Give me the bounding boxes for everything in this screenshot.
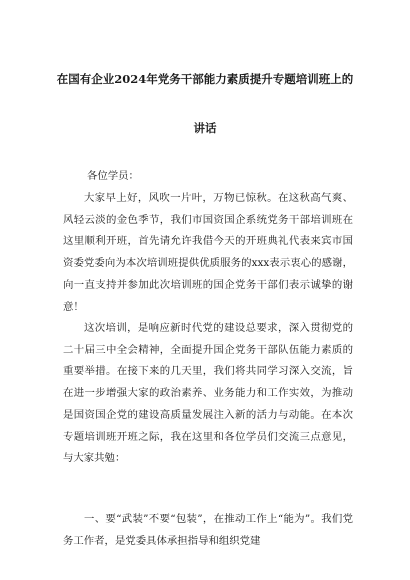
paragraph-2: 这次培训，是响应新时代党的建设总要求，深入贯彻党的二十届三中全会精神，全面提升国企党务干部队伍能力素质的重要举措。在接下来的几天里，我们将共同学习深入交流，旨在进一步增强大家的政治素养、业务能力和工作实效，为推动是国资国企党的建设高质量发展注入新的活力与动能。在本次专题培训班开班之际，我在这里和各位学员们交流三点意见，与大家共勉： [63, 322, 353, 465]
document-title-line-2: 讲话 [193, 121, 217, 135]
document-title-line-1: 在国有企业2024年党务干部能力素质提升专题培训班上的 [56, 72, 354, 86]
greeting: 各位学员： [87, 170, 139, 182]
paragraph-1: 大家早上好，风吹一片叶，万物已惊秋。在这秋高气爽、风轻云淡的金色季节，我们市国资国企系统党务干部培训班在这里顺利开班，首先请允许我借今天的开班典礼代表来宾市国资委党委向为本次培训班提供优质服务的xxx表示衷心的感谢，向一直支持并参加此次培训班的国企党务干部们表示诚挚的谢意！ [63, 192, 353, 313]
paragraph-3: 一、要“武装”不要“包装”，在推动工作上“能为”。我们党务工作者，是党委具体承担指导和组织党建 [63, 513, 353, 547]
